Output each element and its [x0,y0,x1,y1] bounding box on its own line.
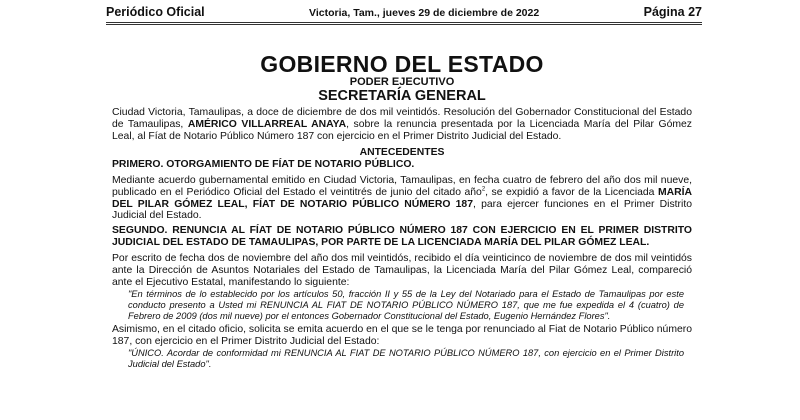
publication-name: Periódico Oficial [106,5,205,19]
antecedentes-heading: ANTECEDENTES [359,146,445,158]
footnote-marker: 2 [481,186,486,193]
intro-text-2: , sobre la renuncia presentada por la Licenciada María del Pilar Gómez Leal, al Fíat de Notario Público Número 187 con ejercicio en el Primer Distrito Judicial del Estado. [112,118,693,142]
primero-text-1: Mediante acuerdo gubernamental emitido en Ciudad Victoria, Tamaulipas, en fecha cuatro de febrero del año dos mil nueve, publicado en el Periódico Oficial del Estado el veintitrés de junio del citado año [112,174,692,198]
governor-name: AMÉRICO VILLARREAL ANAYA [187,118,347,130]
segundo-paragraph: Por escrito de fecha dos de noviembre del año dos mil veintidós, recibido el día veinticinco de noviembre de dos mil veintidós ante la Dirección de Asuntos Notariales del Estado de Tamaulipas, la Licenciada María del Pilar Gómez Leal, compareció ante el Ejecutivo Estatal, manifestando lo siguiente: [112,253,692,289]
primero-heading: PRIMERO. OTORGAMIENTO DE FÍAT DE NOTARIO PÚBLICO. [112,158,415,170]
page-title: GOBIERNO DEL ESTADO [260,51,544,77]
primero-paragraph [112,175,692,223]
primero-bold-text: MARÍA DEL PILAR GÓMEZ LEAL, FÍAT DE NOTARIO PÚBLICO NÚMERO 187 [112,186,693,210]
renuncia-quote: "En términos de lo establecido por los artículos 50, fracción II y 55 de la Ley del Notariado para el Estado de Tamaulipas por este conducto presento a Usted mi RENUNCIA AL FIAT DE NOTARIO PÚBLICO NÚMERO 187, que me fue expedida el 4 (cuatro) de Febrero de 2009 (dos mil nueve) por el entonces Gobernador Constitucional del Estado, Eugenio Hernández Flores". [128,289,684,321]
page-subtitle-secretaria: SECRETARÍA GENERAL [318,88,486,104]
unico-quote: "ÚNICO. Acordar de conformidad mi RENUNCIA AL FIAT DE NOTARIO PÚBLICO NÚMERO 187, con ejercicio en el Primer Distrito Judicial del Estado". [128,348,684,370]
segundo-paragraph-2: Asimismo, en el citado oficio, solicita se emita acuerdo en el que se le tenga por renunciado al Fiat de Notario Público número 187, con ejercicio en el Primer Distrito Judicial del Estado: [112,324,692,348]
segundo-heading: SEGUNDO. RENUNCIA AL FÍAT DE NOTARIO PÚBLICO NÚMERO 187 CON EJERCICIO EN EL PRIMER DISTRITO JUDICIAL DEL ESTADO DE TAMAULIPAS, POR PARTE DE LA LICENCIADA MARÍA DEL PILAR GÓMEZ LEAL. [112,225,692,249]
page-header [106,0,702,25]
intro-text-1: Ciudad Victoria, Tamaulipas, a doce de diciembre de dos mil veintidós. Resolución del Gobernador Constitucional del Estado de Tamaulipas, [112,107,692,130]
primero-text-2: , se expidió a favor de la Licenciada [485,186,658,198]
primero-text-3: , para ejercer funciones en el Primer Distrito Judicial del Estado. [112,198,692,222]
page-subtitle: PODER EJECUTIVO [349,76,455,88]
page-number: Página 27 [643,5,702,19]
publication-date: Victoria, Tam., jueves 29 de diciembre de 2022 [309,7,540,19]
intro-paragraph [112,107,692,143]
